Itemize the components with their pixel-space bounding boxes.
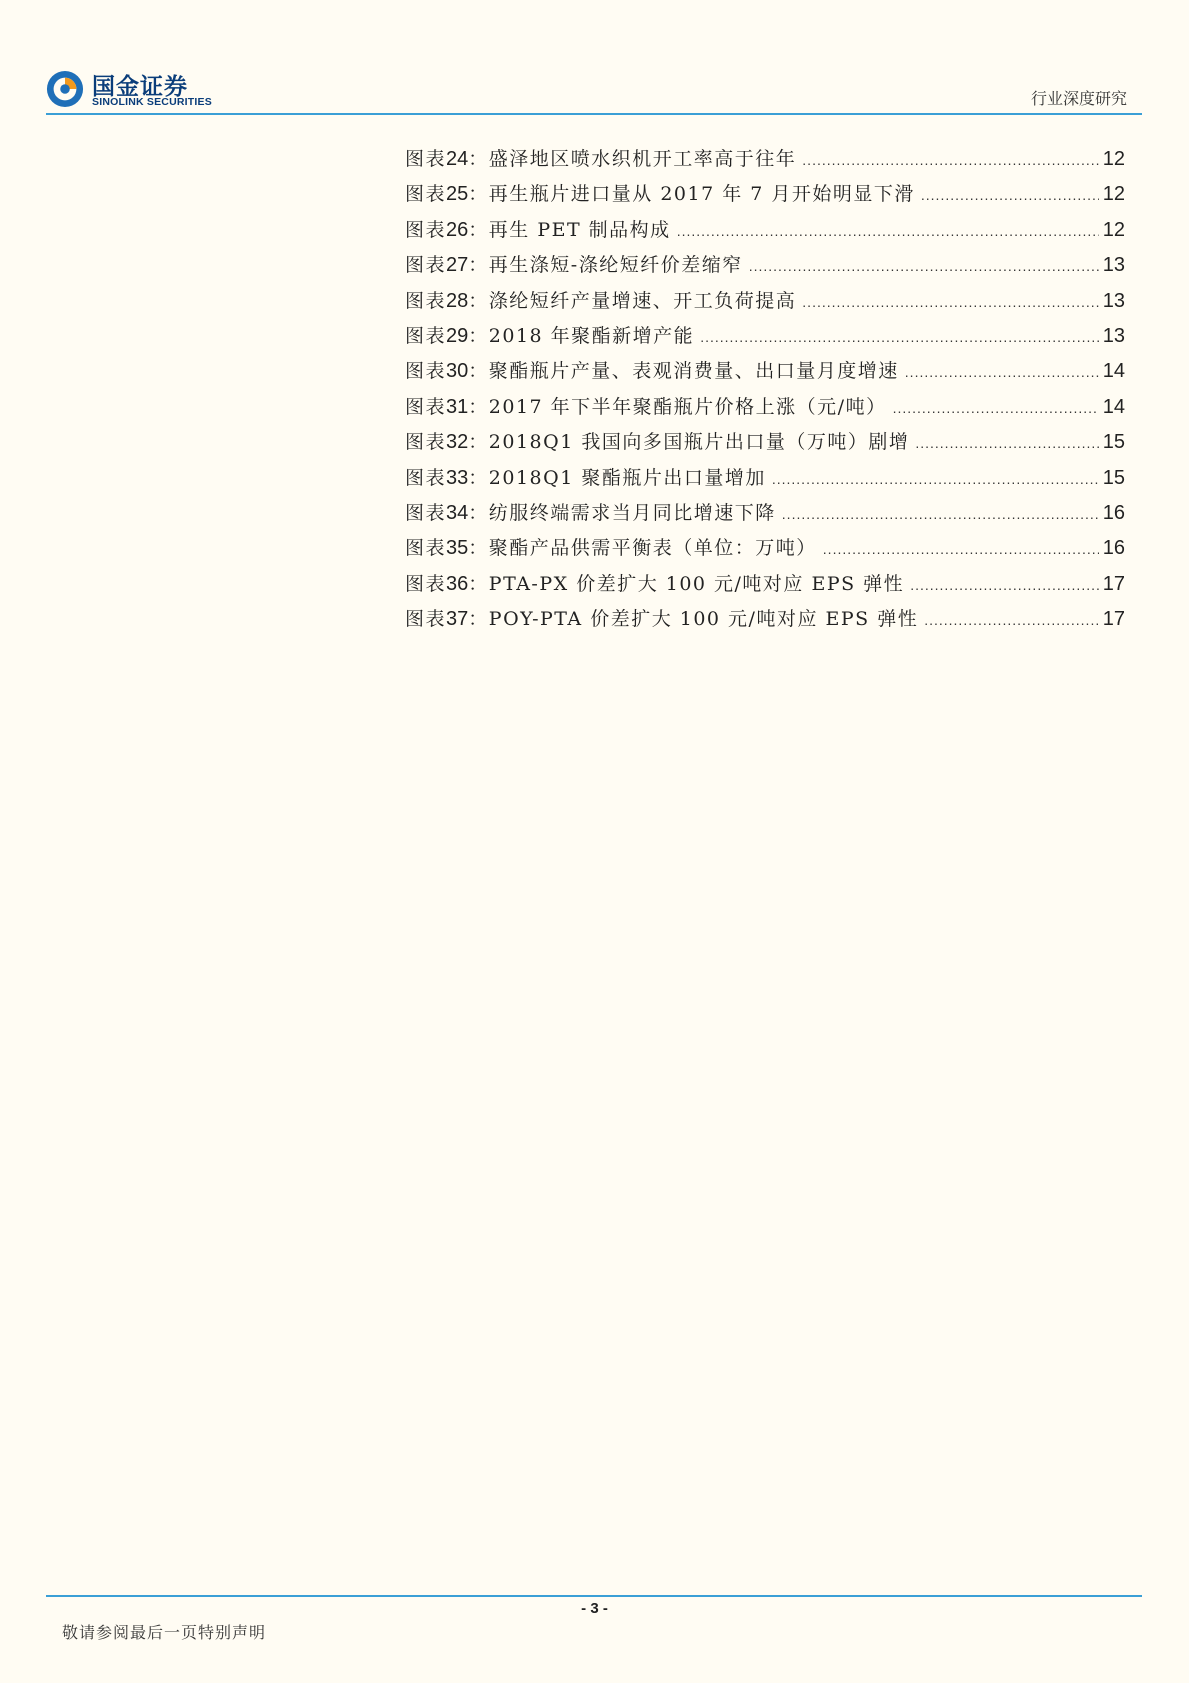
toc-entry-prefix: 图表: [405, 608, 447, 631]
toc-entry[interactable]: [405, 250, 1125, 285]
toc-entry-page: 17: [1102, 608, 1125, 631]
toc-entry-colon: ：: [468, 254, 489, 277]
toc-entry-page: 15: [1102, 466, 1125, 489]
toc-entry-prefix: 图表: [405, 466, 447, 489]
toc-entry-page: 14: [1102, 360, 1125, 383]
toc-entry[interactable]: [405, 356, 1125, 391]
toc-entry-page: 17: [1102, 572, 1125, 595]
toc-entry-colon: ：: [468, 289, 489, 312]
toc-entry-number: 37: [446, 608, 469, 631]
toc-entry[interactable]: [405, 392, 1125, 427]
header-divider: [46, 113, 1142, 115]
toc-entry-title: 2018Q1 我国向多国瓶片出口量（万吨）剧增: [488, 431, 910, 454]
toc-entry-colon: ：: [468, 537, 489, 560]
toc-dot-leader: [924, 612, 1099, 628]
toc-entry[interactable]: [405, 144, 1125, 179]
toc-entry-title: 聚酯瓶片产量、表观消费量、出口量月度增速: [488, 360, 899, 383]
toc-entry[interactable]: [405, 533, 1125, 568]
toc-entry-colon: ：: [468, 324, 489, 347]
toc-entry[interactable]: [405, 604, 1125, 639]
toc-entry-colon: ：: [468, 183, 489, 206]
page-number: - 3 -: [581, 1600, 608, 1617]
toc-entry-prefix: 图表: [405, 289, 447, 312]
toc-entry-title: 聚酯产品供需平衡表（单位：万吨）: [488, 537, 817, 560]
toc-entry[interactable]: [405, 463, 1125, 498]
toc-entry-colon: ：: [468, 501, 489, 524]
toc-dot-leader: [905, 364, 1099, 380]
toc-entry-number: 31: [446, 395, 469, 418]
sinolink-logo-icon: [46, 70, 84, 108]
toc-entry-colon: ：: [468, 360, 489, 383]
toc-entry-title: PTA-PX 价差扩大 100 元/吨对应 EPS 弹性: [488, 572, 905, 595]
toc-entry-number: 28: [446, 289, 469, 312]
logo-english-name: SINOLINK SECURITIES: [92, 96, 212, 108]
toc-dot-leader: [749, 258, 1099, 274]
toc-entry-page: 16: [1102, 501, 1125, 524]
toc-entry-number: 32: [446, 431, 469, 454]
toc-entry-colon: ：: [468, 466, 489, 489]
toc-entry-title: 再生 PET 制品构成: [488, 218, 671, 241]
report-type: 行业深度研究: [1030, 89, 1127, 108]
toc-entry-title: 2018Q1 聚酯瓶片出口量增加: [488, 466, 766, 489]
toc-entry-page: 15: [1102, 431, 1125, 454]
toc-entry-number: 25: [446, 183, 469, 206]
toc-entry-prefix: 图表: [405, 501, 447, 524]
toc-entry-title: 再生涤短-涤纶短纤价差缩窄: [488, 254, 743, 277]
toc-dot-leader: [700, 329, 1099, 345]
toc-entry-prefix: 图表: [405, 572, 447, 595]
toc-dot-leader: [893, 400, 1099, 416]
toc-entry-prefix: 图表: [405, 360, 447, 383]
toc-entry-prefix: 图表: [405, 324, 447, 347]
toc-entry-number: 30: [446, 360, 469, 383]
toc-entry-prefix: 图表: [405, 148, 447, 170]
toc-entry-title: 盛泽地区喷水织机开工率高于往年: [488, 148, 797, 170]
toc-entry[interactable]: [405, 569, 1125, 604]
toc-entry[interactable]: [405, 179, 1125, 214]
toc-entry-number: 34: [446, 501, 469, 524]
toc-entry-colon: ：: [468, 572, 489, 595]
toc-entry[interactable]: [405, 427, 1125, 462]
footer-disclaimer: 敬请参阅最后一页特别声明: [62, 1623, 267, 1642]
footer-divider: [46, 1595, 1142, 1597]
toc-entry[interactable]: [405, 215, 1125, 250]
toc-entry[interactable]: [405, 286, 1125, 321]
toc-entry-number: 29: [446, 324, 469, 347]
toc-dot-leader: [921, 187, 1099, 203]
table-of-figures: [405, 144, 1125, 639]
toc-dot-leader: [823, 541, 1099, 557]
toc-entry-number: 33: [446, 466, 469, 489]
toc-dot-leader: [772, 471, 1099, 487]
toc-entry-page: 13: [1102, 289, 1125, 312]
toc-entry-prefix: 图表: [405, 431, 447, 454]
toc-entry-prefix: 图表: [405, 218, 447, 241]
toc-entry-colon: ：: [468, 608, 489, 631]
toc-entry-page: 16: [1102, 537, 1125, 560]
toc-entry-number: 24: [446, 148, 469, 170]
toc-entry-title: 2018 年聚酯新增产能: [488, 324, 695, 347]
toc-entry-colon: ：: [468, 431, 489, 454]
toc-entry-title: POY-PTA 价差扩大 100 元/吨对应 EPS 弹性: [488, 608, 919, 631]
toc-entry-number: 27: [446, 254, 469, 277]
toc-entry-colon: ：: [468, 148, 489, 170]
toc-entry-number: 35: [446, 537, 469, 560]
toc-entry-colon: ：: [468, 218, 489, 241]
toc-entry-prefix: 图表: [405, 254, 447, 277]
toc-entry-prefix: 图表: [405, 537, 447, 560]
logo-chinese-name: 国金证券: [92, 74, 188, 100]
toc-entry-page: 13: [1102, 324, 1125, 347]
toc-entry-page: 12: [1102, 148, 1125, 170]
toc-entry-page: 14: [1102, 395, 1125, 418]
toc-entry[interactable]: [405, 321, 1125, 356]
toc-entry-colon: ：: [468, 395, 489, 418]
toc-entry-title: 2017 年下半年聚酯瓶片价格上涨（元/吨）: [488, 395, 887, 418]
toc-entry-number: 26: [446, 218, 469, 241]
toc-entry-number: 36: [446, 572, 469, 595]
toc-dot-leader: [802, 152, 1098, 168]
toc-dot-leader: [802, 294, 1098, 310]
company-logo: [46, 68, 218, 110]
toc-entry-prefix: 图表: [405, 183, 447, 206]
toc-entry-prefix: 图表: [405, 395, 447, 418]
toc-dot-leader: [782, 506, 1099, 522]
toc-entry-title: 纺服终端需求当月同比增速下降: [488, 501, 776, 524]
toc-dot-leader: [677, 223, 1099, 239]
toc-dot-leader: [915, 435, 1098, 451]
toc-dot-leader: [910, 577, 1099, 593]
toc-entry-page: 12: [1102, 218, 1125, 241]
toc-entry-title: 涤纶短纤产量增速、开工负荷提高: [488, 289, 797, 312]
toc-entry-page: 12: [1102, 183, 1125, 206]
toc-entry-page: 13: [1102, 254, 1125, 277]
toc-entry-title: 再生瓶片进口量从 2017 年 7 月开始明显下滑: [488, 183, 915, 206]
toc-entry[interactable]: [405, 498, 1125, 533]
